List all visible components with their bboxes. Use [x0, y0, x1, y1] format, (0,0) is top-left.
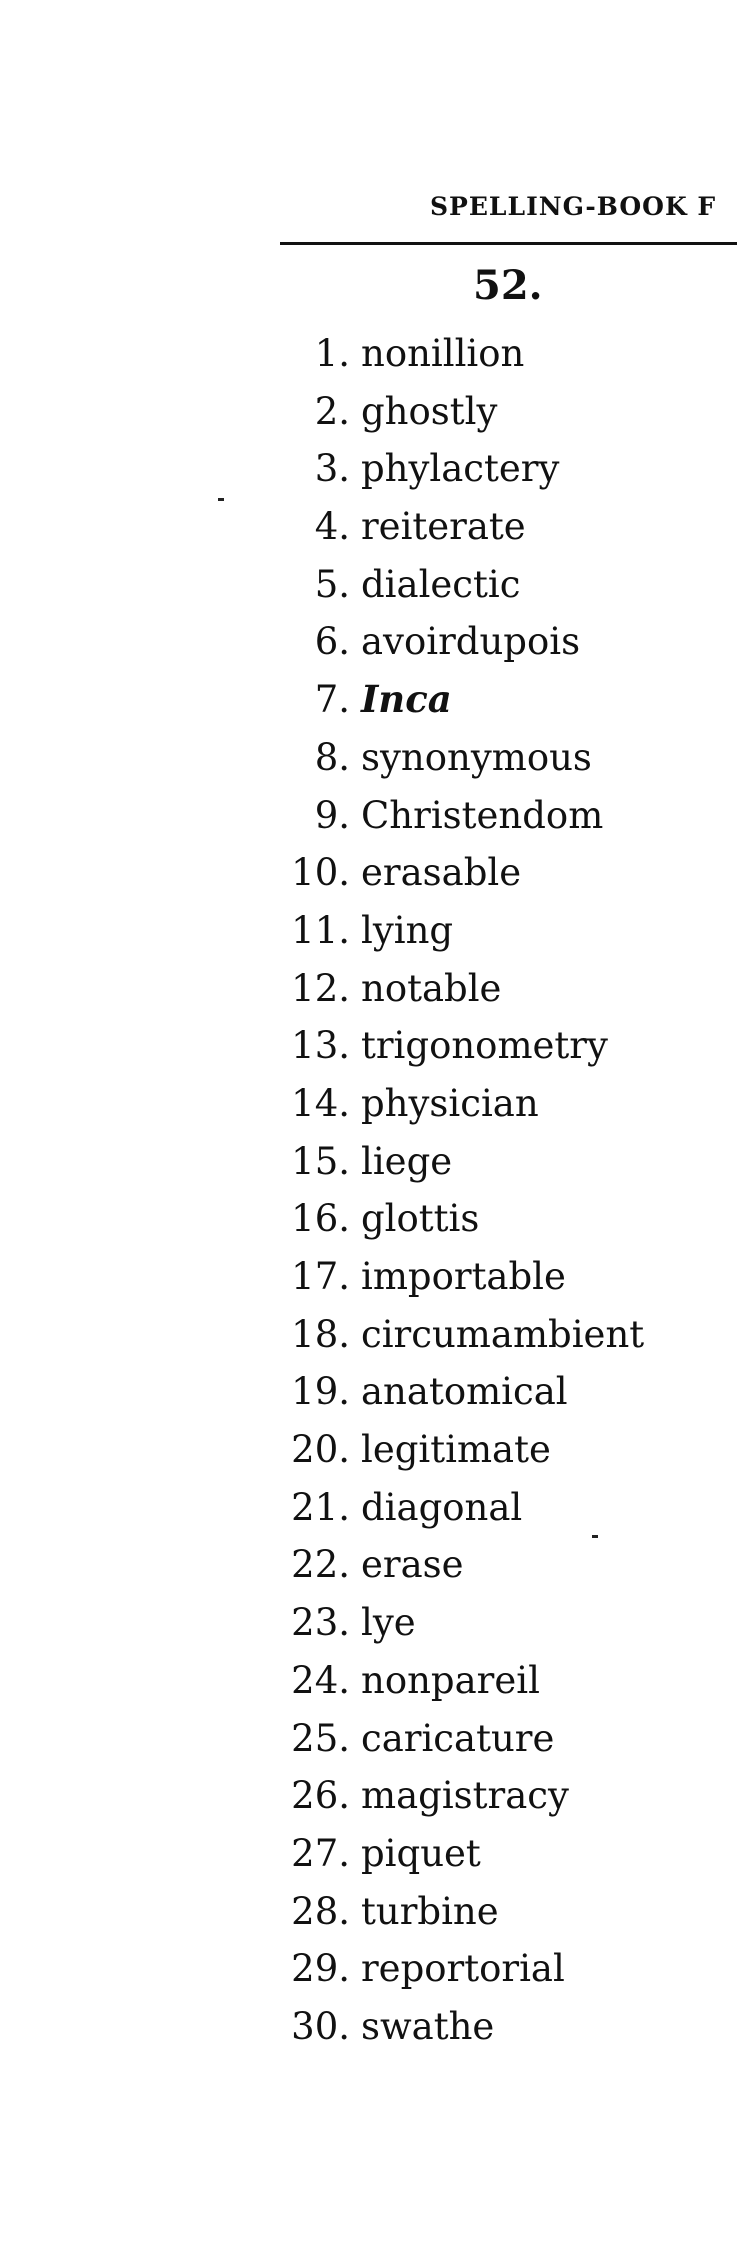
lesson-number: 52. [473, 262, 543, 309]
item-number: 7. [314, 678, 350, 722]
item-number: 6. [314, 620, 350, 664]
list-item [280, 1248, 737, 1306]
list-item [280, 1594, 737, 1652]
item-number: 19. [291, 1370, 350, 1414]
list-item [280, 1133, 737, 1191]
item-number: 26. [291, 1774, 350, 1818]
list-item [280, 613, 737, 671]
list-item [280, 1479, 737, 1537]
list-item [280, 325, 737, 383]
item-number: 22. [291, 1543, 350, 1587]
item-word: importable [361, 1255, 566, 1298]
list-item [280, 1825, 737, 1883]
item-word: erase [361, 1543, 464, 1587]
list-item [280, 383, 737, 441]
item-number: 8. [314, 735, 350, 779]
word-list [280, 325, 737, 2056]
list-item [280, 1363, 737, 1421]
list-item [280, 1767, 737, 1825]
item-word: Christendom [361, 793, 604, 837]
item-word: legitimate [361, 1428, 551, 1472]
list-item [280, 1075, 737, 1133]
list-item [280, 1190, 737, 1248]
list-item [280, 787, 737, 845]
item-word: anatomical [361, 1370, 568, 1414]
item-number: 28. [291, 1889, 350, 1933]
list-item [280, 1940, 737, 1998]
item-word: ghostly [361, 389, 498, 433]
item-word: liege [361, 1139, 453, 1183]
item-number: 21. [291, 1485, 350, 1529]
item-word: turbine [361, 1889, 499, 1933]
item-word: dialectic [361, 562, 521, 606]
list-item [280, 1710, 737, 1768]
item-number: 20. [291, 1428, 350, 1472]
print-speck [218, 498, 224, 501]
item-number: 10. [291, 851, 350, 895]
list-item [280, 960, 737, 1018]
list-item [280, 1306, 737, 1364]
item-word: reportorial [361, 1947, 565, 1991]
print-speck [592, 1535, 598, 1538]
item-word: lying [361, 908, 454, 952]
list-item [280, 671, 737, 729]
item-number: 15. [291, 1139, 350, 1183]
item-word: reiterate [361, 505, 526, 549]
header-rule [280, 242, 737, 245]
list-item [280, 844, 737, 902]
item-number: 3. [314, 447, 350, 491]
item-word: glottis [361, 1197, 480, 1241]
item-number: 14. [291, 1081, 350, 1125]
item-word: magistracy [361, 1774, 569, 1818]
item-number: 29. [291, 1947, 350, 1991]
list-item [280, 1883, 737, 1941]
item-word: lye [361, 1601, 416, 1645]
item-word: physician [361, 1081, 539, 1125]
item-number: 11. [291, 908, 350, 952]
item-number: 2. [314, 389, 350, 433]
item-word: trigonometry [361, 1024, 608, 1068]
item-number: 25. [291, 1716, 350, 1760]
item-number: 27. [291, 1831, 350, 1875]
item-word: nonillion [361, 332, 525, 375]
item-word: avoirdupois [361, 620, 581, 664]
item-word: swathe [361, 2004, 495, 2048]
item-word: erasable [361, 851, 522, 895]
list-item [280, 1421, 737, 1479]
list-item [280, 1536, 737, 1594]
list-item [280, 1652, 737, 1710]
item-word: notable [361, 966, 502, 1010]
item-number: 4. [314, 505, 350, 549]
list-item [280, 902, 737, 960]
item-number: 18. [291, 1312, 350, 1356]
item-word: piquet [361, 1831, 481, 1875]
item-number: 23. [291, 1601, 350, 1645]
item-word: caricature [361, 1716, 555, 1760]
item-word: synonymous [361, 735, 592, 779]
item-word: circumambient [361, 1312, 645, 1356]
item-number: 16. [291, 1197, 350, 1241]
list-item [280, 556, 737, 614]
item-number: 1. [314, 332, 350, 375]
list-item [280, 498, 737, 556]
item-number: 5. [314, 562, 350, 606]
item-number: 17. [291, 1255, 350, 1298]
item-number: 24. [291, 1658, 350, 1702]
item-word: Inca [361, 677, 452, 722]
list-item [280, 440, 737, 498]
list-item [280, 1017, 737, 1075]
item-number: 30. [291, 2004, 350, 2048]
list-item [280, 1998, 737, 2056]
item-number: 12. [291, 966, 350, 1010]
item-word: phylactery [361, 447, 560, 491]
item-number: 13. [291, 1024, 350, 1068]
item-word: diagonal [361, 1485, 523, 1529]
item-word: nonpareil [361, 1658, 540, 1702]
item-number: 9. [314, 793, 350, 837]
running-head: SPELLING-BOOK F [430, 192, 717, 221]
list-item [280, 729, 737, 787]
